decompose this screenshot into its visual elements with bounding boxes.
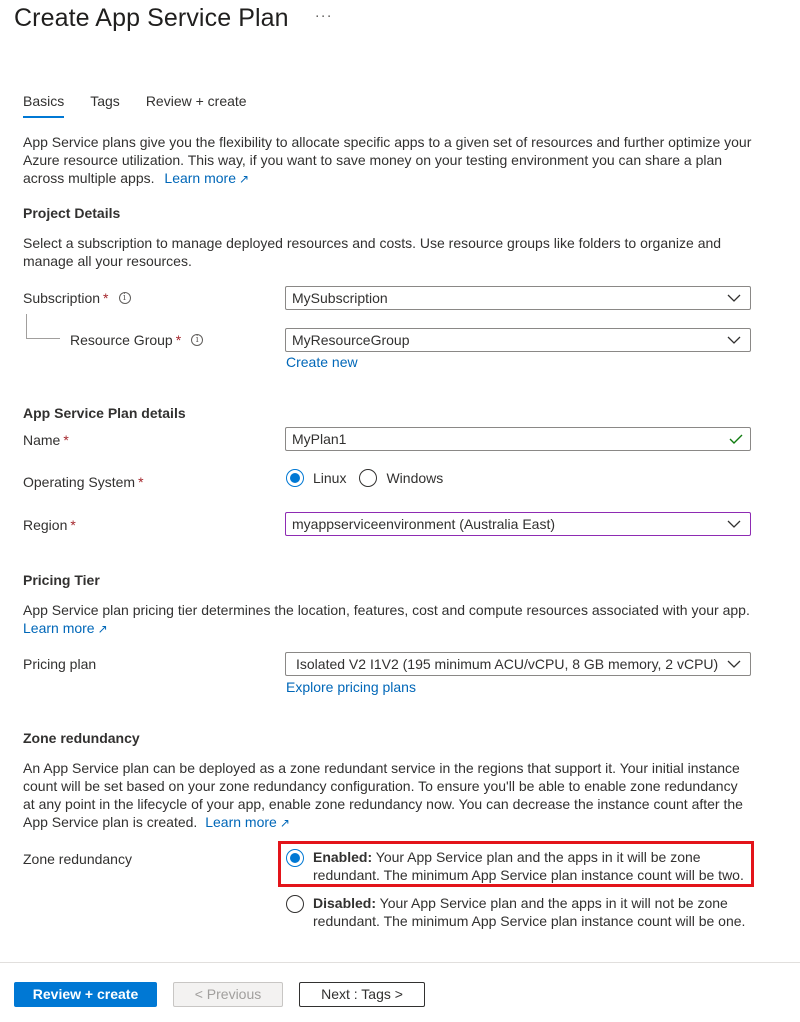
name-value: MyPlan1 xyxy=(292,431,347,447)
subscription-value: MySubscription xyxy=(292,290,388,306)
pricing-plan-dropdown[interactable] xyxy=(285,652,751,676)
zone-learn-more-link[interactable] xyxy=(205,814,290,830)
external-link-icon: ↗ xyxy=(97,622,108,636)
subscription-label xyxy=(23,290,131,306)
pricing-plan-label: Pricing plan xyxy=(23,656,97,672)
os-option-linux-label: Linux xyxy=(313,470,347,486)
previous-button[interactable]: < Previous xyxy=(173,982,283,1007)
os-option-linux[interactable] xyxy=(286,469,346,487)
zone-option-disabled[interactable] xyxy=(286,894,753,930)
resource-group-label xyxy=(70,332,203,348)
tree-connector-vertical xyxy=(26,314,27,338)
os-radio-group xyxy=(286,469,456,487)
page-title: Create App Service Plan xyxy=(14,4,289,32)
more-options-icon[interactable]: ··· xyxy=(314,7,333,24)
intro-learn-more-link[interactable] xyxy=(164,170,249,186)
intro-description xyxy=(23,133,753,188)
chevron-down-icon xyxy=(726,287,742,309)
subscription-dropdown[interactable] xyxy=(285,286,751,310)
name-input[interactable] xyxy=(285,427,751,451)
region-value: myappserviceenvironment (Australia East) xyxy=(292,516,555,532)
tab-review-create[interactable]: Review + create xyxy=(145,93,247,109)
project-details-description: Select a subscription to manage deployed resources and costs. Use resource groups like folders to organize and manage all your resources. xyxy=(23,235,722,269)
review-create-button[interactable]: Review + create xyxy=(14,982,157,1007)
plan-details-title: App Service Plan details xyxy=(23,405,186,421)
radio-unselected-icon[interactable] xyxy=(359,469,377,487)
zone-enabled-description: Your App Service plan and the apps in it will be zone redundant. The minimum App Service plan instance count will be two. xyxy=(313,849,744,883)
zone-disabled-description: Your App Service plan and the apps in it will not be zone redundant. The minimum App Service plan instance count will be one. xyxy=(313,895,746,929)
radio-selected-icon[interactable] xyxy=(286,849,304,867)
tab-basics[interactable]: Basics xyxy=(23,93,64,118)
required-marker: * xyxy=(138,474,144,490)
project-details-title: Project Details xyxy=(23,205,121,221)
tab-tags[interactable]: Tags xyxy=(90,93,120,109)
name-label-text: Name xyxy=(23,432,61,448)
radio-selected-icon[interactable] xyxy=(286,469,304,487)
zone-enabled-text xyxy=(313,848,753,884)
os-label-text: Operating System xyxy=(23,474,136,490)
zone-enabled-title: Enabled: xyxy=(313,849,373,865)
pricing-description-text: App Service plan pricing tier determines the location, features, cost and compute resources associated with your app. xyxy=(23,602,750,618)
zone-description xyxy=(23,759,753,832)
external-link-icon: ↗ xyxy=(239,172,250,186)
intro-text: App Service plans give you the flexibility to allocate specific apps to a given set of resources and further optimize your Azure resource utilization. This way, if you want to save money on your testing environment you can share a plan across multiple apps. xyxy=(23,134,752,186)
zone-description-text: An App Service plan can be deployed as a zone redundant service in the regions that support it. Your initial instance count will be set based on your zone redundancy configuration. To ensure you'll be able to enable zone redundancy at any point in the lifecycle of your app, enable zone redundancy now. You can decrease the instance count after the App Service plan is created. xyxy=(23,760,743,830)
zone-redundancy-title: Zone redundancy xyxy=(23,730,140,746)
required-marker: * xyxy=(175,332,182,348)
name-label xyxy=(23,432,69,448)
footer-divider xyxy=(0,962,800,963)
os-option-windows-label: Windows xyxy=(386,470,444,486)
checkmark-icon xyxy=(728,428,744,450)
radio-unselected-icon[interactable] xyxy=(286,895,304,913)
os-option-windows[interactable] xyxy=(359,469,443,487)
zone-disabled-text xyxy=(313,894,753,930)
region-dropdown[interactable] xyxy=(285,512,751,536)
required-marker: * xyxy=(70,517,76,533)
region-label-text: Region xyxy=(23,517,68,533)
zone-disabled-title: Disabled: xyxy=(313,895,377,911)
chevron-down-icon xyxy=(726,653,742,675)
pricing-description xyxy=(23,601,753,638)
pricing-tier-title: Pricing Tier xyxy=(23,572,100,588)
intro-learn-more-label: Learn more xyxy=(164,170,236,186)
info-icon[interactable]: i xyxy=(119,292,131,304)
resource-group-dropdown[interactable] xyxy=(285,328,751,352)
zone-learn-more-label: Learn more xyxy=(205,814,277,830)
pricing-learn-more-link[interactable] xyxy=(23,620,108,636)
subscription-label-text: Subscription xyxy=(23,290,101,306)
required-marker: * xyxy=(103,290,109,306)
region-label xyxy=(23,517,76,533)
required-marker: * xyxy=(63,432,69,448)
next-tags-button[interactable]: Next : Tags > xyxy=(299,982,425,1007)
external-link-icon: ↗ xyxy=(279,816,290,830)
title-bar xyxy=(14,4,333,33)
explore-pricing-link[interactable]: Explore pricing plans xyxy=(286,679,416,695)
create-new-link[interactable]: Create new xyxy=(286,354,358,370)
tree-connector-horizontal xyxy=(26,338,60,339)
pricing-plan-value: Isolated V2 I1V2 (195 minimum ACU/vCPU, 8 GB memory, 2 vCPU) xyxy=(296,656,719,672)
zone-option-enabled[interactable] xyxy=(286,848,753,884)
pricing-learn-more-label: Learn more xyxy=(23,620,95,636)
info-icon[interactable]: i xyxy=(191,334,203,346)
resource-group-value: MyResourceGroup xyxy=(292,332,410,348)
chevron-down-icon xyxy=(726,513,742,535)
chevron-down-icon xyxy=(726,329,742,351)
tab-bar xyxy=(23,93,247,118)
zone-redundancy-label: Zone redundancy xyxy=(23,851,132,867)
resource-group-label-text: Resource Group xyxy=(70,332,173,348)
os-label xyxy=(23,474,144,490)
